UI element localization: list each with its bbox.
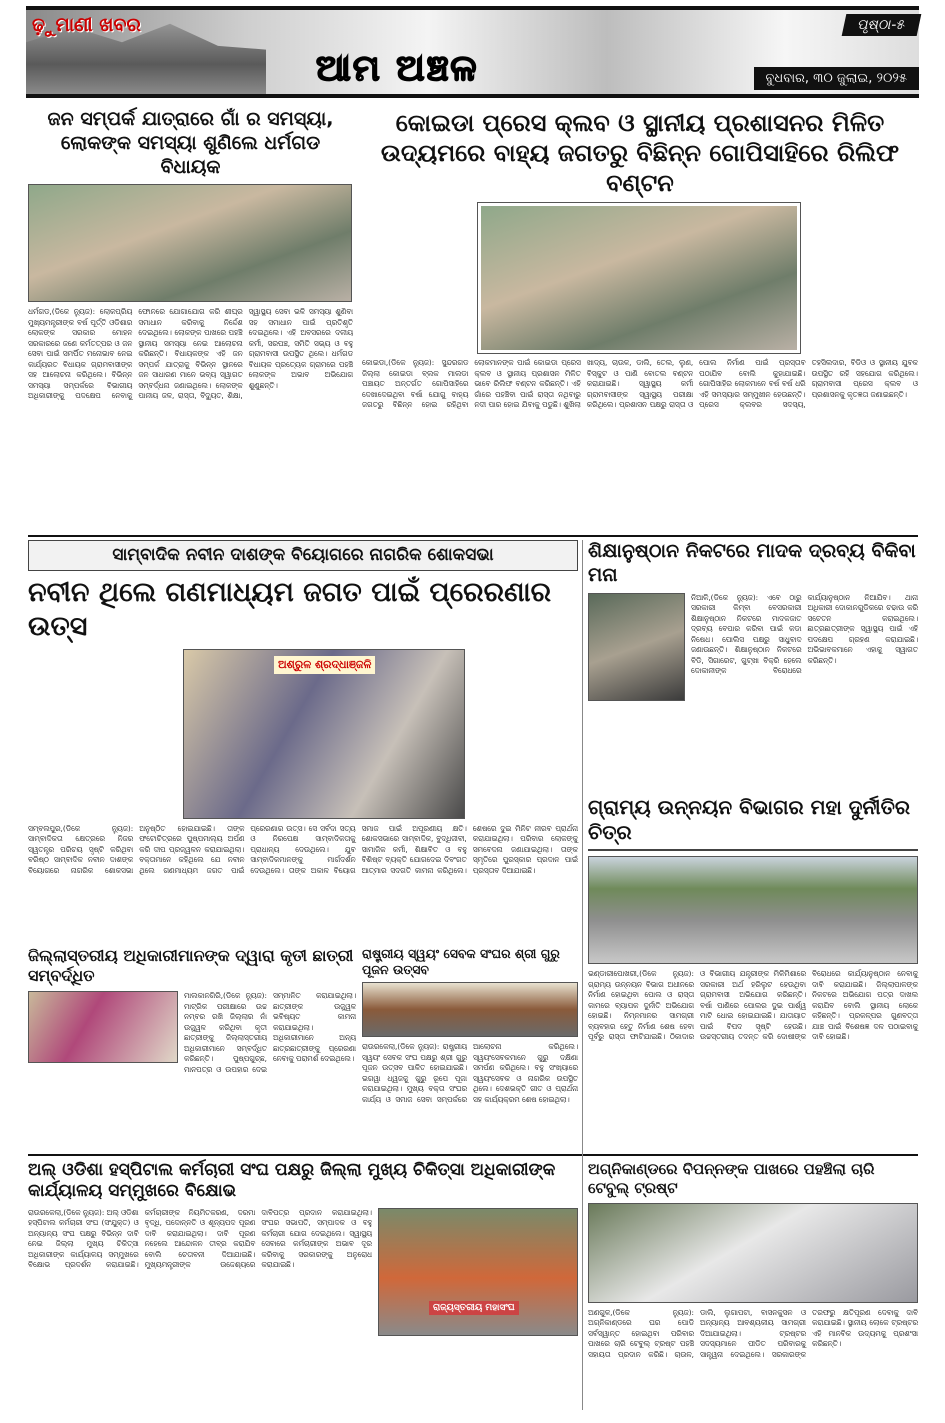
article — [588, 1160, 918, 1360]
article-photo — [378, 1208, 578, 1336]
article-photo — [28, 991, 178, 1063]
article — [362, 108, 918, 411]
issue-date: ବୁଧବାର, ୩୦ ଜୁଲାଇ, ୨୦୨୫ — [754, 67, 919, 90]
article-headline: ଅଗ୍ନିକାଣ୍ଡରେ ବିପନ୍ନଙ୍କ ପାଖରେ ପହଞ୍ଚିଲା ଚାରି ଟେବୁଲ୍ ଟ୍ରଷ୍ଟ — [588, 1160, 875, 1197]
divider — [28, 1154, 918, 1156]
article-body: ଅଣଗୁଳ,(ଡିକେ ନ୍ୟୁଜ): ଅଗ୍ନିକାଣ୍ଡରେ ଘର ପୋଡି ସର୍ବସ୍ୱାନ୍ତ ହୋଇଥିବା ପରିବାର ପାଖରେ ଚାରି ଟେବୁଲ୍ ଟ୍ରଷ୍ଟ ପହଞ୍ଚି ସହାୟତା ପ୍ରଦାନ କରିଛି। ଚାଉଳ, ଡାଲି, ଲୁଗାପଟା, ବାସନକୁସନ ଓ ଅନ୍ୟାନ୍ୟ ଆବଶ୍ୟକୀୟ ସାମଗ୍ରୀ ଦିଆଯାଇଥିଲା। ଟ୍ରଷ୍ଟର ସଦସ୍ୟମାନେ ପୀଡିତ ପରିବାରକୁ ସାନ୍ତ୍ୱନା ଦେଇଥିଲେ। ସରକାରଙ୍କ ତରଫରୁ କ୍ଷତିପୂରଣ ଦେବାକୁ ଦାବି କରାଯାଇଛି। ସ୍ଥାନୀୟ ଲୋକେ ଟ୍ରଷ୍ଟର ଏହି ମାନବିକ ଉଦ୍ୟମକୁ ପ୍ରଶଂସା କରିଛନ୍ତି। — [588, 1307, 918, 1359]
article-photo — [183, 649, 465, 819]
article-headline: ଜିଲ୍ଲାସ୍ତରୀୟ ଅଧିକାରୀମାନଙ୍କ ଦ୍ୱାରା କୃତୀ ଛାତ୍ରୀ ସମ୍ବର୍ଦ୍ଧିତ — [28, 946, 354, 985]
column-divider — [582, 540, 583, 1410]
photo-banner-text: ଅଶ୍ରୁଳ ଶ୍ରଦ୍ଧାଞ୍ଜଳି — [274, 656, 375, 674]
article-headline: ଅଲ୍ ଓଡିଶା ହସ୍ପିଟାଲ କର୍ମଚାରୀ ସଂଘ ପକ୍ଷରୁ ଜିଲ୍ଲା ମୁଖ୍ୟ ଚିକିତ୍ସା ଅଧିକାରୀଙ୍କ କାର୍ଯ୍ୟାଳୟ ସମ୍ମୁଖରେ ବିକ୍ଷୋଭ — [28, 1160, 556, 1202]
divider — [28, 535, 918, 537]
article — [362, 946, 578, 1105]
article — [28, 946, 356, 1075]
article-headline: କୋଇଡା ପ୍ରେସ କ୍ଲବ ଓ ସ୍ଥାନୀୟ ପ୍ରଶାସନର ମିଳିତ ଉଦ୍ୟମରେ ବାହ୍ୟ ଜଗତରୁ ବିଛିନ୍ନ ଗୋପିସାହିରେ ରିଲିଫ ବଣ୍ଟନ — [380, 109, 900, 197]
article — [28, 540, 578, 876]
article-kicker: ସାମ୍ବାଦିକ ନବୀନ ଦାଶଙ୍କ ବିୟୋଗରେ ନାଗରିକ ଶୋକସଭା — [28, 540, 578, 571]
article-headline: ଜନ ସମ୍ପର୍କ ଯାତ୍ରାରେ ଗାଁ ର ସମସ୍ୟା, ଲୋକଙ୍କ ସମସ୍ୟା ଶୁଣିଲେ ଧର୍ମଗଡ ବିଧାୟକ — [47, 108, 334, 178]
article-photo — [588, 593, 685, 701]
article — [28, 108, 353, 402]
article-headline: ନବୀନ ଥିଲେ ଗଣମାଧ୍ୟମ ଜଗତ ପାଇଁ ପ୍ରେରଣାର ଉତ୍ସ — [28, 577, 552, 642]
article-photo — [588, 856, 918, 964]
article-body: ଧର୍ମଗଡ,(ଡିକେ ନ୍ୟୁଜ): ଲୋକପ୍ରିୟ ମୁଖ୍ୟମନ୍ତ୍ରୀଙ୍କ ବର୍ଷ ପୂର୍ତ୍ତି ଓଡିଶାର ଲୋକଙ୍କ ସରକାର ମୋହନ ସରକାରରେ ଜଣେ କର୍ମତତ୍ପର ଓ ଜନ ସେବା ପାଇଁ ସମର୍ପିତ ମନୋଭାବ ନେଇ କାର୍ଯ୍ୟରତ ବିଧାୟକ ଗ୍ରାମବାସୀଙ୍କ ସହ ଆଲୋଚନା କରିଥିଲେ। ବିଭିନ୍ନ ସମସ୍ୟା ସମ୍ପର୍କରେ ବିଭାଗୀୟ ଅଧିକାରୀଙ୍କୁ ପଦକ୍ଷେପ ନେବାକୁ ଫୋନରେ ଯୋଗାଯୋଗ କରି ଶୀଘ୍ର ସମାଧାନ କରିବାକୁ ନିର୍ଦ୍ଦେଶ ଦେଇଥିଲେ। ଲୋକଙ୍କ ପାଖରେ ପହଞ୍ଚି ସ୍ଥାନୀୟ ସମସ୍ୟା ନେଇ ଆଲୋଚନା କରିଛନ୍ତି। ବିଧାୟକଙ୍କ ଏହି ଜନ ସମ୍ପର୍କ ଯାତ୍ରାକୁ ବିଭିନ୍ନ ସ୍ଥାନରେ ଜନ ସାଧାରଣ ମାନେ ଭବ୍ୟ ସ୍ୱାଗତ ସମ୍ବର୍ଦ୍ଧନା ଜଣାଇଥିଲେ। ଲୋକଙ୍କ ପାନୀୟ ଜଳ, ରାସ୍ତା, ବିଦ୍ୟୁତ, ଶିକ୍ଷା, ସ୍ୱାସ୍ଥ୍ୟ ସେବା ଭଳି ସମସ୍ୟା ଶୁଣିବା ସହ ସମାଧାନ ପାଇଁ ପ୍ରତିଶୃତି ଦେଇଥିଲେ। ଏହି ଅବସରରେ ଦଳୀୟ କର୍ମୀ, ସରପଞ୍ଚ, ସମିତି ସଭ୍ୟ ଓ ବହୁ ଗ୍ରାମବାସୀ ଉପସ୍ଥିତ ଥିଲେ। ଧର୍ମଗଡ ବିଧାୟକ ପ୍ରତ୍ୟେକ ଗ୍ରାମରେ ପହଞ୍ଚି ଲୋକଙ୍କ ଅଭାବ ଅଭିଯୋଗ ଶୁଣୁଛନ୍ତି। — [28, 307, 353, 401]
article-body: ରାଉରକେଲା,(ଡିକେ ନ୍ୟୁଜ): ଅଲ୍ ଓଡିଶା ହସ୍ପିଟାଲ କର୍ମଚାରୀ ସଂଘ (ସଂଯୁକ୍ତ) ଓ ଅନ୍ୟାନ୍ୟ ସଂଘ ପକ୍ଷରୁ ବିଭିନ୍ନ ଦାବି ନେଇ ଜିଲ୍ଲା ମୁଖ୍ୟ ଚିକିତ୍ସା ଅଧିକାରୀଙ୍କ କାର୍ଯ୍ୟାଳୟ ସମ୍ମୁଖରେ ବିକ୍ଷୋଭ ପ୍ରଦର୍ଶନ କରାଯାଇଛି। କର୍ମଚାରୀଙ୍କ ନିୟମିତକରଣ, ଦରମା ବୃଦ୍ଧି, ପଦୋନ୍ନତି ଓ ଶୂନ୍ୟପଦ ପୂରଣ ଦାବି କରାଯାଇଥିଲା। ଦାବି ପୂରଣ ନହେଲେ ଆନ୍ଦୋଳନ ତୀବ୍ର କରାଯିବ ବୋଲି ଚେତାବନୀ ଦିଆଯାଇଛି। ମୁଖ୍ୟମନ୍ତ୍ରୀଙ୍କ ଉଦ୍ଦେଶ୍ୟରେ ଦାବିପତ୍ର ପ୍ରଦାନ କରାଯାଇଥିଲା। ସଂଘର ସଭାପତି, ସମ୍ପାଦକ ଓ ବହୁ କର୍ମଚାରୀ ଯୋଗ ଦେଇଥିଲେ। ସ୍ୱାସ୍ଥ୍ୟ ସେବାରେ କର୍ମଚାରୀଙ୍କ ଅଭାବ ଦୂର କରିବାକୁ ସରକାରଙ୍କୁ ଅନୁରୋଧ କରାଯାଇଛି। — [28, 1207, 372, 1269]
protest-banner-text: ରାଜ୍ୟସ୍ତରୀୟ ମହାସଂଘ — [429, 1301, 519, 1315]
section-title: ଆମ ଅଞ୍ଚଳ — [316, 48, 479, 89]
article — [588, 795, 918, 1043]
masthead-banner — [26, 6, 919, 98]
article-headline: ଗ୍ରାମ୍ୟ ଉନ୍ନୟନ ବିଭାଗର ମହା ଦୁର୍ନୀତିର ଚିତ୍ର — [588, 795, 918, 851]
article-photo — [478, 203, 800, 353]
article-headline: ରାଷ୍ଟ୍ରୀୟ ସ୍ୱୟଂ ସେବକ ସଂଘର ଶ୍ରୀ ଗୁରୁ ପୂଜନ ଉତ୍ସବ — [362, 946, 560, 977]
article — [588, 540, 918, 701]
article-body: ସମ୍ବଲପୁର,(ଡିକେ ନ୍ୟୁଜ): ସାମ୍ବାଦିକତା କ୍ଷେତ୍ରରେ ନିଜର ସ୍ୱତନ୍ତ୍ର ପରିଚୟ ସୃଷ୍ଟି କରିଥିବା ବରିଷ୍ଠ ସାମ୍ବାଦିକ ନବୀନ ଦାଶଙ୍କ ବିୟୋଗରେ ନାଗରିକ ଶୋକସଭା ଅନୁଷ୍ଠିତ ହୋଇଯାଇଛି। ତାଙ୍କ ଫଟୋଚିତ୍ରରେ ପୁଷ୍ପମାଲ୍ୟ ଅର୍ପଣ କରି ଦୀପ ପ୍ରଜ୍ୱଳନ କରାଯାଇଥିଲା। ବକ୍ତାମାନେ କହିଥିଲେ ଯେ ନବୀନ ଥିଲେ ଗଣମାଧ୍ୟମ ଜଗତ ପାଇଁ ପ୍ରେରଣାର ଉତ୍ସ। ସେ ସର୍ବଦା ସତ୍ୟ ଓ ନିରପେକ୍ଷ ସାମ୍ବାଦିକତାକୁ ପ୍ରାଧାନ୍ୟ ଦେଉଥିଲେ। ଯୁବ ସାମ୍ବାଦିକମାନଙ୍କୁ ମାର୍ଗଦର୍ଶନ ଦେଉଥିଲେ। ତାଙ୍କ ଅକାଳ ବିୟୋଗ ସମାଜ ପାଇଁ ଅପୂରଣୀୟ କ୍ଷତି। ଶୋକସଭାରେ ସାମ୍ବାଦିକ, ବୁଦ୍ଧିଜୀବୀ, ସାମାଜିକ କର୍ମୀ, ଶିକ୍ଷାବିତ ଓ ବହୁ ବିଶିଷ୍ଟ ବ୍ୟକ୍ତି ଯୋଗଦେଇ ଦିବଂଗତ ଆତ୍ମାର ସଦଗତି କାମନା କରିଥିଲେ। ଶେଷରେ ଦୁଇ ମିନିଟ ନୀରବ ପ୍ରାର୍ଥନା କରାଯାଇଥିଲା। ପରିବାର ଲୋକଙ୍କୁ ସମବେଦନା ଜଣାଯାଇଥିଲା। ତାଙ୍କ ସ୍ମୃତିରେ ପୁରସ୍କାର ପ୍ରଦାନ ପାଇଁ ପ୍ରସ୍ତାବ ଦିଆଯାଇଛି। — [28, 823, 578, 875]
article-headline: ଶିକ୍ଷାନୁଷ୍ଠାନ ନିକଟରେ ମାଦକ ଦ୍ରବ୍ୟ ବିକିବା ମନା — [588, 540, 916, 586]
article-body: ନିଆଳି,(ଡିକେ ନ୍ୟୁଜ): ଏବେ ଠାରୁ ସରକାରୀ କିମ୍ବା ବେସରକାରୀ ଶିକ୍ଷାନୁଷ୍ଠାନ ନିକଟରେ ମାଦକଜାତ ଦ୍ରବ୍ୟ ବେପାର କରିବା ପାଇଁ କଡା ନିଷେଧ। ପୋଲିସ ପକ୍ଷରୁ ସାଧୁବାଦ ଜଣାଉଛନ୍ତି। ଶିକ୍ଷାନୁଷ୍ଠାନ ନିକଟରେ ବିଡି, ସିଗାରେଟ, ଗୁଟ୍ଖା ବିକ୍ରି ହେଲେ ଦୋକାନୀଙ୍କ ବିରୋଧରେ କାର୍ଯ୍ୟାନୁଷ୍ଠାନ ନିଆଯିବ। ଥାନା ଅଧିକାରୀ ଦୋକାନଗୁଡିକରେ ଚଢାଉ କରି ସଚେତନ କରାଇଥିଲେ। ଛାତ୍ରଛାତ୍ରୀଙ୍କ ସ୍ୱାସ୍ଥ୍ୟ ପାଇଁ ଏହି ପଦକ୍ଷେପ ଗ୍ରହଣ କରାଯାଇଛି। ଅଭିଭାବକମାନେ ଏହାକୁ ସ୍ୱାଗତ କରିଛନ୍ତି। — [691, 592, 918, 675]
article-photo — [362, 982, 578, 1037]
article-body: କୋଇଡା,(ଡିକେ ନ୍ୟୁଜ): ସୁନ୍ଦରଗଡ ଜିଲ୍ଲା କୋଇଡା ବ୍ଲକ ମାଲଡା ପଞ୍ଚାୟତ ଅନ୍ତର୍ଗତ ଗୋପିସାହିରେ ଦେଖାଦେଇଥିବା ବର୍ଷା ଯୋଗୁ ବାହ୍ୟ ଜଗତରୁ ବିଛିନ୍ନ ହୋଇ ରହିଥିବା ଲୋକମାନଙ୍କ ପାଇଁ କୋଇଡା ପ୍ରେସ କ୍ଲବ ଓ ସ୍ଥାନୀୟ ପ୍ରଶାସନ ମିଳିତ ଭାବେ ରିଲିଫ ବଣ୍ଟନ କରିଛନ୍ତି। ଏହି ଗାଁରେ ପହଞ୍ଚିବା ପାଇଁ ରାସ୍ତା ନଥିବାରୁ ନଦୀ ପାର ହୋଇ ଯିବାକୁ ପଡୁଛି। ଶୁଖିଲା ଖାଦ୍ୟ, ଚାଉଳ, ଡାଲି, ତେଲ, ଲୁଣ, ବିସ୍କୁଟ ଓ ପାଣି ବୋତଲ ବଣ୍ଟନ କରାଯାଇଛି। ସ୍ୱାସ୍ଥ୍ୟ କର୍ମୀ ଗ୍ରାମବାସୀଙ୍କ ସ୍ୱାସ୍ଥ୍ୟ ପରୀକ୍ଷା କରିଥିଲେ। ପ୍ରଶାସନ ପକ୍ଷରୁ ରାସ୍ତା ଓ ପୋଲ ନିର୍ମାଣ ପାଇଁ ପ୍ରସ୍ତାବ ପଠାଯିବ ବୋଲି କୁହାଯାଇଛି। ଗୋପିସାହିର ଲୋକମାନେ ବର୍ଷ ବର୍ଷ ଧରି ଏହି ସମସ୍ୟାର ସମ୍ମୁଖୀନ ହେଉଛନ୍ତି। ପ୍ରେସ କ୍ଲବର ସଦସ୍ୟ, ତହସିଲଦାର, ବିଡିଓ ଓ ସ୍ଥାନୀୟ ଯୁବକ ଉପସ୍ଥିତ ରହି ସହଯୋଗ କରିଥିଲେ। ଗ୍ରାମବାସୀ ପ୍ରେସ କ୍ଲବ ଓ ପ୍ରଶାସନକୁ କୃତଜ୍ଞତା ଜଣାଇଛନ୍ତି। — [362, 358, 918, 409]
article-body: ମାଲକାନଗିରି,(ଡିକେ ନ୍ୟୁଜ): ମାଟ୍ରିକ ପରୀକ୍ଷାରେ ଉଚ୍ଚ ନମ୍ବର ରଖି ଜିଲ୍ଲାର ନାଁ ଉଜ୍ଜ୍ୱଳ କରିଥିବା କୃତୀ ଛାତ୍ରୀଙ୍କୁ ଜିଲ୍ଲାସ୍ତରୀୟ ଅଧିକାରୀମାନେ ସମ୍ବର୍ଦ୍ଧିତ କରିଛନ୍ତି। ପୁଷ୍ପଗୁଚ୍ଛ, ମାନପତ୍ର ଓ ଉପହାର ଦେଇ ସମ୍ମାନିତ କରାଯାଇଥିଲା। ଛାତ୍ରୀଙ୍କ ଉଜ୍ଜ୍ୱଳ ଭବିଷ୍ୟତ କାମନା କରାଯାଇଥିଲା। ଅଧିକାରୀମାନେ ଅନ୍ୟ ଛାତ୍ରଛାତ୍ରୀଙ୍କୁ ପ୍ରେରଣା ନେବାକୁ ପରାମର୍ଶ ଦେଇଥିଲେ। — [184, 991, 356, 1074]
newspaper-brand: ଢ଼ୁମାଣୀ ଖବର — [32, 14, 141, 36]
article-body: ରାଉରକେଲା,(ଡିକେ ନ୍ୟୁଜ): ରାଷ୍ଟ୍ରୀୟ ସ୍ୱୟଂ ସେବକ ସଂଘ ପକ୍ଷରୁ ଶ୍ରୀ ଗୁରୁ ପୂଜନ ଉତ୍ସବ ପାଳିତ ହୋଇଯାଇଛି। ଭଗୱା ଧ୍ୱଜକୁ ଗୁରୁ ରୂପେ ପୂଜା କରାଯାଇଥିଲା। ମୁଖ୍ୟ ବକ୍ତା ସଂଘର କାର୍ଯ୍ୟ ଓ ସମାଜ ସେବା ସମ୍ପର୍କରେ ଆଲୋଚନା କରିଥିଲେ। ସ୍ୱୟଂସେବକମାନେ ଗୁରୁ ଦକ୍ଷିଣା ସମର୍ପଣ କରିଥିଲେ। ବହୁ ସଂଖ୍ୟାରେ ସ୍ୱୟଂସେବକ ଓ ନାଗରିକ ଉପସ୍ଥିତ ଥିଲେ। ଦେଶଭକ୍ତି ଗୀତ ଓ ପ୍ରାର୍ଥନା ସହ କାର୍ଯ୍ୟକ୍ରମ ଶେଷ ହୋଇଥିଲା। — [362, 1042, 578, 1104]
article-photo — [588, 1203, 918, 1303]
article — [28, 1160, 578, 1336]
article-body: ଭଣ୍ଡାରୀପୋଖରୀ,(ଡିକେ ନ୍ୟୁଜ): ଗ୍ରାମ୍ୟ ଉନ୍ନୟନ ବିଭାଗ ଅଧୀନରେ ନିର୍ମାଣ ହୋଇଥିବା ପୋଲ ଓ ରାସ୍ତା କାମରେ ବ୍ୟାପକ ଦୁର୍ନୀତି ଅଭିଯୋଗ ହୋଇଛି। ନିମ୍ନମାନର ସାମଗ୍ରୀ ବ୍ୟବହାର ହେତୁ ନିର୍ମାଣ ଶେଷ ହେବା ପୂର୍ବରୁ ରାସ୍ତା ଫାଟିଯାଇଛି। ଠିକାଦାର ଓ ବିଭାଗୀୟ ଯନ୍ତ୍ରୀଙ୍କ ମିଳିମିଶାରେ ସରକାରୀ ଅର୍ଥ ହରିଲୁଟ ହେଉଥିବା ଗ୍ରାମବାସୀ ଅଭିଯୋଗ କରିଛନ୍ତି। ବର୍ଷା ପାଣିରେ ପୋଲର ଦୁଇ ପାର୍ଶ୍ୱ ମାଟି ଧୋଇ ହୋଇଯାଇଛି। ଯାତାୟାତ ପାଇଁ ବିପଦ ସୃଷ୍ଟି ହେଉଛି। ଉଚ୍ଚସ୍ତରୀୟ ତଦନ୍ତ କରି ଦୋଷୀଙ୍କ ବିରୋଧରେ କାର୍ଯ୍ୟାନୁଷ୍ଠାନ ନେବାକୁ ଦାବି କରାଯାଇଛି। ଜିଲ୍ଲାପାଳଙ୍କ ନିକଟରେ ଅଭିଯୋଗ ପତ୍ର ଦାଖଲ କରାଯିବ ବୋଲି ସ୍ଥାନୀୟ ଲୋକେ କହିଛନ୍ତି। ପ୍ରକଳ୍ପର ଗୁଣବତ୍ତା ଯାଞ୍ଚ ପାଇଁ ବିଶେଷଜ୍ଞ ଦଳ ପଠାଇବାକୁ ଦାବି ହୋଇଛି। — [588, 969, 918, 1041]
page-number: ପୃଷ୍ଠା-୫ — [842, 14, 922, 36]
article-photo — [28, 184, 352, 302]
